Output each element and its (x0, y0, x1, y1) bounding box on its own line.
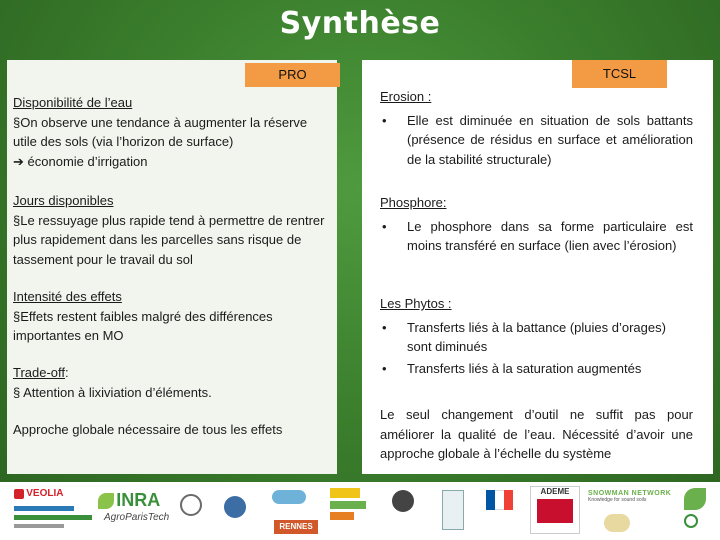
pro-label: PRO (245, 63, 340, 87)
list-item (380, 359, 693, 379)
global-approach-note: Approche globale nécessaire de tous les effets (13, 422, 283, 437)
section-phosphorus (380, 193, 693, 256)
agroparistech-logo (104, 512, 169, 523)
section-text: §Effets restent faibles malgré des différences importantes en MO (13, 308, 273, 343)
section-heading: Erosion : (380, 89, 432, 104)
dark-round-logo-icon (392, 490, 414, 512)
arrow-icon: ➔ (13, 153, 24, 169)
list-item-text: Transferts liés à la saturation augmentés (407, 360, 642, 376)
blue-oval-logo-icon (272, 490, 306, 504)
french-republic-flag-icon (486, 490, 514, 510)
snowman-network-logo (588, 490, 678, 503)
section-available-days (13, 191, 333, 269)
inra-text: INRA (116, 490, 161, 510)
section-heading: Les Phytos : (380, 296, 452, 311)
ademe-text: ADEME (540, 487, 570, 496)
bullet-icon: • (382, 218, 387, 234)
partner-logo-small (14, 506, 94, 530)
outil-logo-icon (604, 514, 630, 532)
section-pesticides (380, 294, 693, 378)
list-item (380, 111, 693, 170)
ademe-logo (530, 486, 580, 534)
section-heading: Disponibilité de l’eau (13, 95, 133, 110)
tcsl-label: TCSL (572, 60, 667, 88)
bullet-icon: • (382, 360, 387, 376)
list-item (380, 318, 693, 357)
section-erosion (380, 87, 693, 169)
rennes-logo: RENNES (274, 520, 318, 534)
heading-text: Trade-off (13, 365, 66, 380)
heading-colon: : (65, 365, 69, 380)
inra-logo (98, 490, 160, 511)
veolia-text: VEOLIA (26, 488, 64, 499)
section-text: § Attention à lixiviation d’éléments. (13, 384, 212, 400)
snowman-subtitle: Knowledge for sound soils (588, 497, 647, 503)
colorful-logo (330, 488, 370, 534)
section-effect-intensity (13, 287, 333, 346)
veolia-mark-icon (14, 489, 24, 499)
section-text: §Le ressuyage plus rapide tend à permettre de rentrer plus rapidement dans les parcelles sans risque de tassement pour le travail du sol (13, 212, 325, 267)
list-item-text: Elle est diminuée en situation de sols battants (présence de résidus en surface et amélioration de la stabilité structurale) (407, 112, 693, 167)
leaf-icon (98, 493, 114, 509)
round-emblem-icon (180, 494, 202, 516)
conclusion-note: Le seul changement d’outil ne suffit pas pour améliorer la qualité de l’eau. Nécessité d’avoir une approche globale à l’échelle du système (380, 407, 693, 461)
section-heading: Intensité des effets (13, 289, 122, 304)
slide-title: Synthèse (279, 6, 441, 41)
agroparistech-text: AgroParisTech (104, 512, 170, 523)
section-text-conclusion (13, 152, 333, 172)
section-trade-off (13, 363, 333, 402)
partner-logos-bar (0, 482, 720, 540)
veolia-logo (14, 488, 63, 499)
bullet-icon: • (382, 112, 387, 128)
section-heading (13, 363, 333, 383)
conclusion-text: économie d’irrigation (23, 153, 148, 169)
building-logo-icon (442, 490, 464, 530)
section-heading: Jours disponibles (13, 193, 114, 208)
list-item-text: Transferts liés à la battance (pluies d’orages) sont diminués (407, 319, 666, 354)
list-item (380, 217, 693, 256)
list-item-text: Le phosphore dans sa forme particulaire est moins transféré en surface (lien avec l’érosion) (407, 218, 693, 253)
green-leaf-logo-icon (684, 488, 710, 532)
snowman-text: SNOWMAN NETWORK (588, 490, 672, 497)
section-heading: Phosphore: (380, 195, 447, 210)
blue-circle-logo-icon (224, 496, 246, 518)
section-text: §On observe une tendance à augmenter la réserve utile des sols (via l’horizon de surface) (13, 114, 308, 149)
bullet-icon: • (382, 319, 387, 335)
section-water-availability (13, 93, 333, 171)
